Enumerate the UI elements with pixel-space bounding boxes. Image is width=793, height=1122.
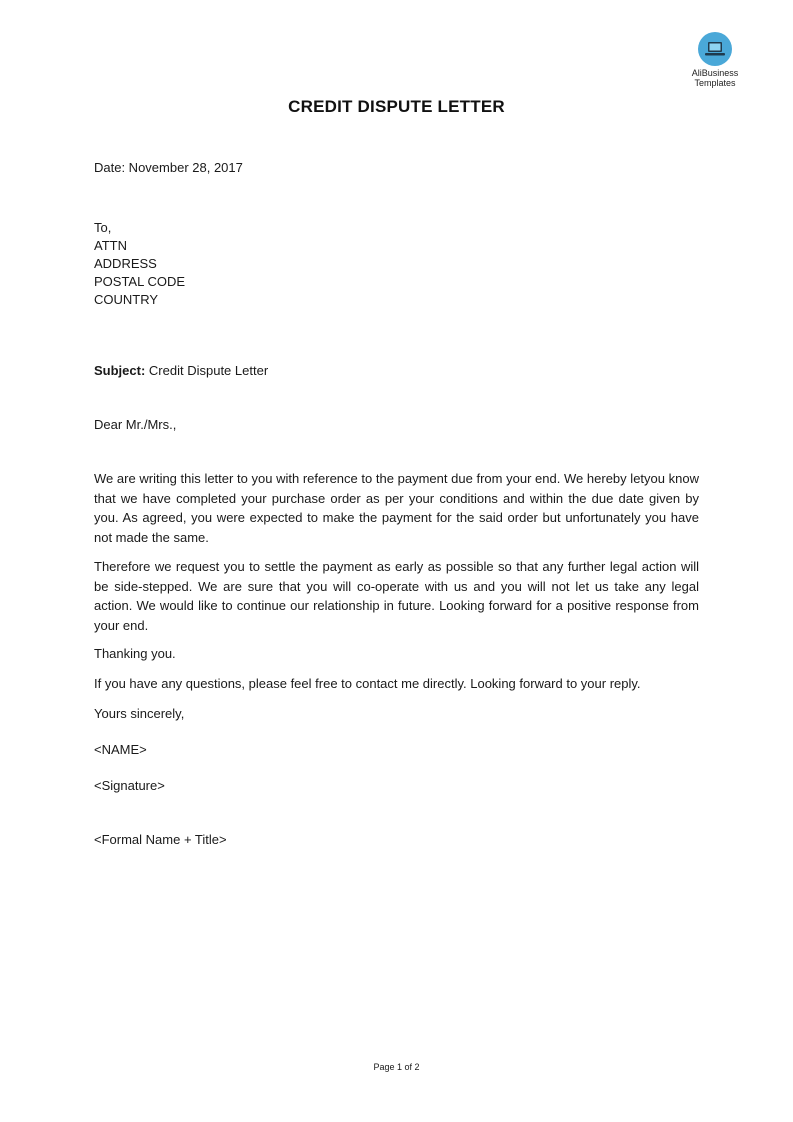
formal-name-title: <Formal Name + Title> — [94, 832, 227, 847]
body-paragraph-1: We are writing this letter to you with reference to the payment due from your end. We hereby letyou know that we have completed your purchase order as per your conditions and within the due date given by you. As agreed, you were expected to make the payment for the said order but unfortunately you have not made the same. — [94, 471, 699, 545]
address-country: COUNTRY — [94, 292, 159, 307]
body-paragraph-3: If you have any questions, please feel free to contact me directly. Looking forward to your reply. — [94, 676, 641, 691]
letter-date: Date: November 28, 2017 — [94, 160, 243, 175]
address-line: ADDRESS — [94, 256, 157, 271]
brand-logo — [684, 32, 746, 88]
body-paragraph-2: Therefore we request you to settle the payment as early as possible so that any further legal action will be side-stepped. We are sure that you will co-operate with us and you will not let us take any legal action. We would like to continue our relationship in future. Looking forward for a positive response from your end. — [94, 559, 699, 633]
page-title: CREDIT DISPUTE LETTER — [288, 97, 505, 116]
logo-text-line1: AliBusiness — [691, 68, 739, 78]
address-attn: ATTN — [94, 238, 127, 253]
subject-label: Subject: — [94, 363, 146, 378]
subject-line — [94, 362, 268, 380]
address-postal-code: POSTAL CODE — [94, 274, 186, 289]
closing-line: Yours sincerely, — [94, 706, 185, 721]
address-to: To, — [94, 220, 112, 235]
page-number: Page 1 of 2 — [373, 1062, 420, 1072]
signature-placeholder: <Signature> — [94, 778, 165, 793]
laptop-icon — [698, 32, 732, 66]
logo-text-line2: Templates — [694, 78, 736, 88]
subject-value: Credit Dispute Letter — [148, 363, 269, 378]
sender-name: <NAME> — [94, 742, 147, 757]
thanks-line: Thanking you. — [94, 646, 176, 661]
salutation: Dear Mr./Mrs., — [94, 417, 177, 432]
